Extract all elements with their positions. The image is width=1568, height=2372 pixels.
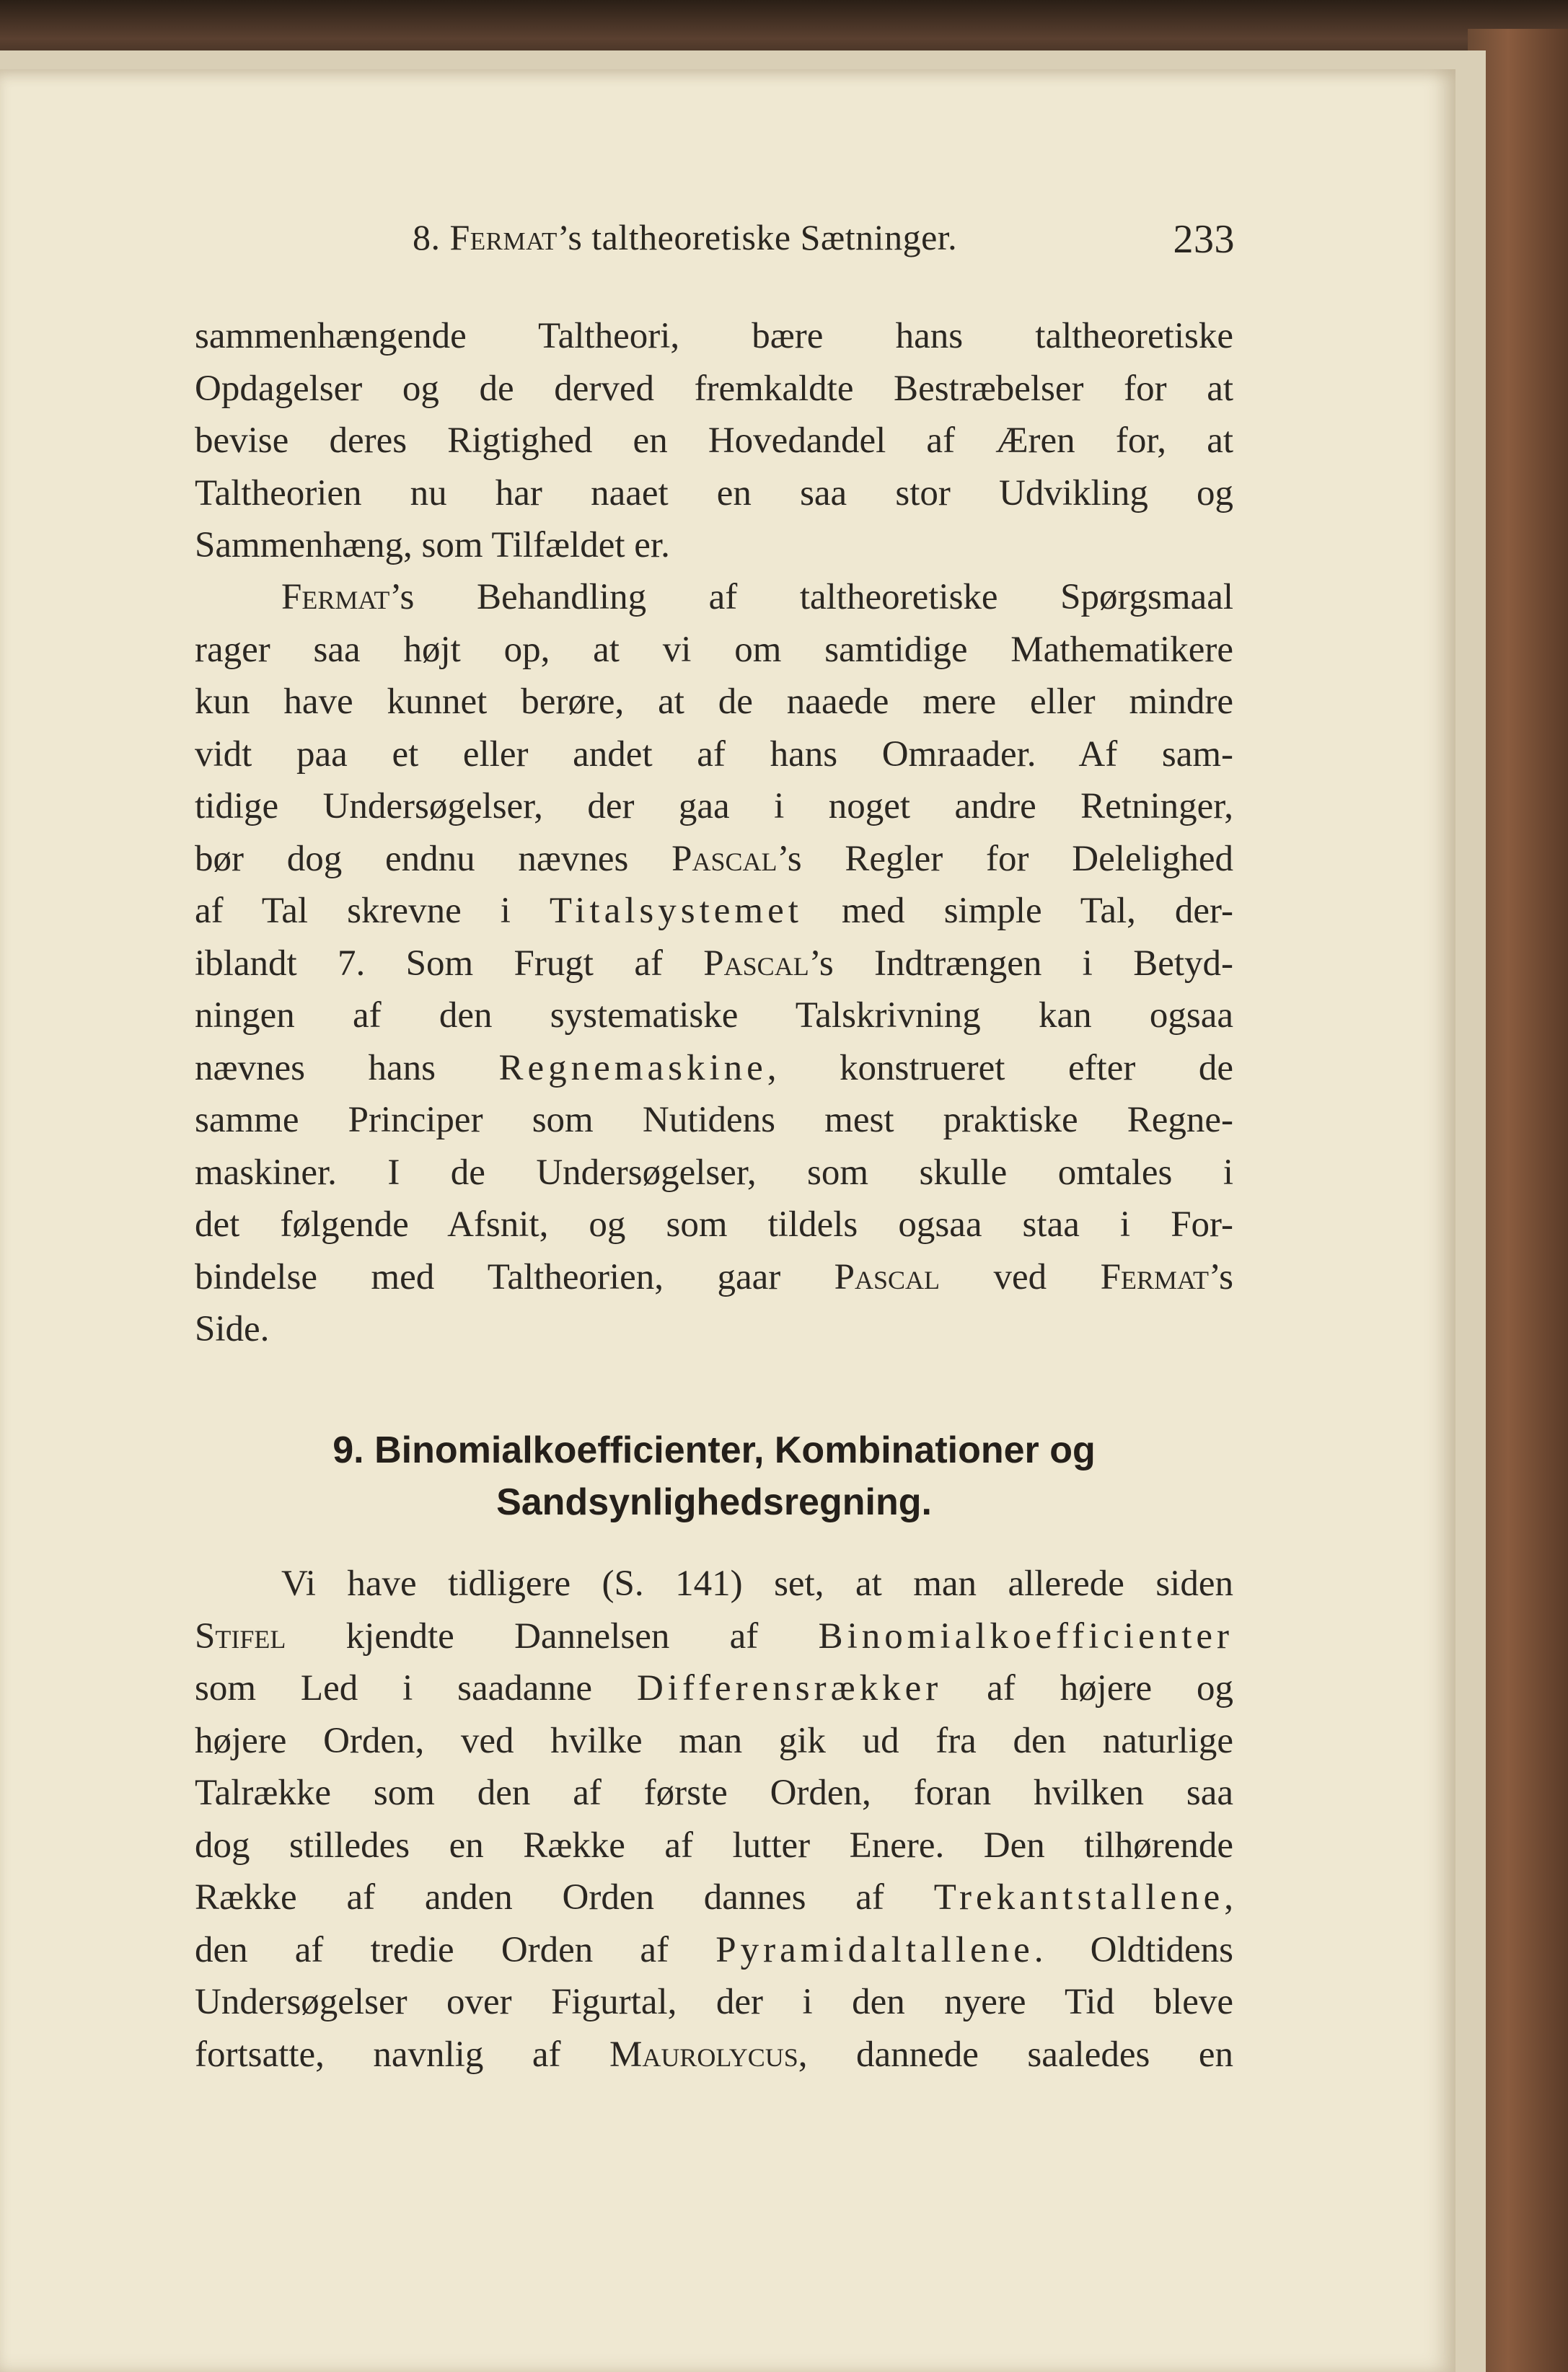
- text-line: tidige Undersøgelser, der gaa i noget andre Retninger,: [195, 786, 1233, 826]
- text-line: maskiner. I de Undersøgelser, som skulle omtales i: [195, 1152, 1233, 1193]
- text-line: fortsatte, navnlig af Maurolycus, dannede saaledes en: [195, 2034, 1233, 2075]
- text-line: Sammenhæng, som Tilfældet er.: [195, 525, 670, 565]
- text-line: den af tredie Orden af Pyramidaltallene. Oldtidens: [195, 1929, 1233, 1970]
- running-head: [196, 216, 1235, 274]
- text-line: rager saa højt op, at vi om samtidige Mathematikere: [195, 629, 1233, 670]
- running-head-title: 8. Fermat’s taltheoretiske Sætninger.: [413, 217, 958, 257]
- section-heading-line: 9. Binomialkoefficienter, Kombinationer og: [332, 1429, 1096, 1471]
- text-line: bevise deres Rigtighed en Hovedandel af Æren for, at: [195, 420, 1233, 461]
- text-line: højere Orden, ved hvilke man gik ud fra den naturlige: [195, 1720, 1233, 1761]
- text-line: Opdagelser og de derved fremkaldte Bestræbelser for at: [195, 368, 1233, 409]
- text-line: Taltheorien nu har naaet en saa stor Udvikling og: [195, 472, 1233, 513]
- page-number: 233: [1173, 217, 1235, 262]
- text-line: samme Principer som Nutidens mest praktiske Regne-: [195, 1100, 1233, 1140]
- text-line: ningen af den systematiske Talskrivning kan ogsaa: [195, 995, 1233, 1036]
- paragraph-2: [195, 571, 1233, 1356]
- section-heading: [195, 1424, 1233, 1528]
- text-line: Undersøgelser over Figurtal, der i den nyere Tid bleve: [195, 1982, 1233, 2022]
- text-line: dog stilledes en Række af lutter Enere. Den tilhørende: [195, 1825, 1233, 1866]
- text-line: kun have kunnet berøre, at de naaede mere eller mindre: [195, 682, 1233, 722]
- text-line: Stifel kjendte Dannelsen af Binomialkoefficienter: [195, 1615, 1233, 1657]
- text-line: det følgende Afsnit, og som tildels ogsaa staa i For-: [195, 1204, 1233, 1245]
- text-line: Side.: [195, 1309, 270, 1349]
- text-line: Vi have tidligere (S. 141) set, at man allerede siden: [281, 1564, 1233, 1604]
- section-heading-line: Sandsynlighedsregning.: [496, 1481, 932, 1523]
- text-line: sammenhængende Taltheori, bære hans taltheoretiske: [195, 316, 1233, 356]
- text-line: som Led i saadanne Differensrækker af højere og: [195, 1668, 1233, 1709]
- text-line: nævnes hans Regnemaskine, konstrueret efter de: [195, 1047, 1233, 1088]
- text-line: Talrække som den af første Orden, foran hvilken saa: [195, 1773, 1233, 1813]
- text-line: af Tal skrevne i Titalsystemet med simple Tal, der-: [195, 891, 1233, 931]
- text-line: iblandt 7. Som Frugt af Pascal’s Indtrængen i Betyd-: [195, 943, 1233, 984]
- paragraph-1: [195, 310, 1233, 572]
- text-line: Fermat’s Behandling af taltheoretiske Spørgsmaal: [281, 577, 1233, 617]
- text-line: bindelse med Taltheorien, gaar Pascal ved Fermat’s: [195, 1256, 1233, 1297]
- paragraph-3: [195, 1558, 1233, 2081]
- text-line: vidt paa et eller andet af hans Omraader. Af sam-: [195, 733, 1233, 775]
- text-line: Række af anden Orden dannes af Trekantstallene,: [195, 1877, 1233, 1918]
- text-line: bør dog endnu nævnes Pascal’s Regler for Delelighed: [195, 838, 1233, 879]
